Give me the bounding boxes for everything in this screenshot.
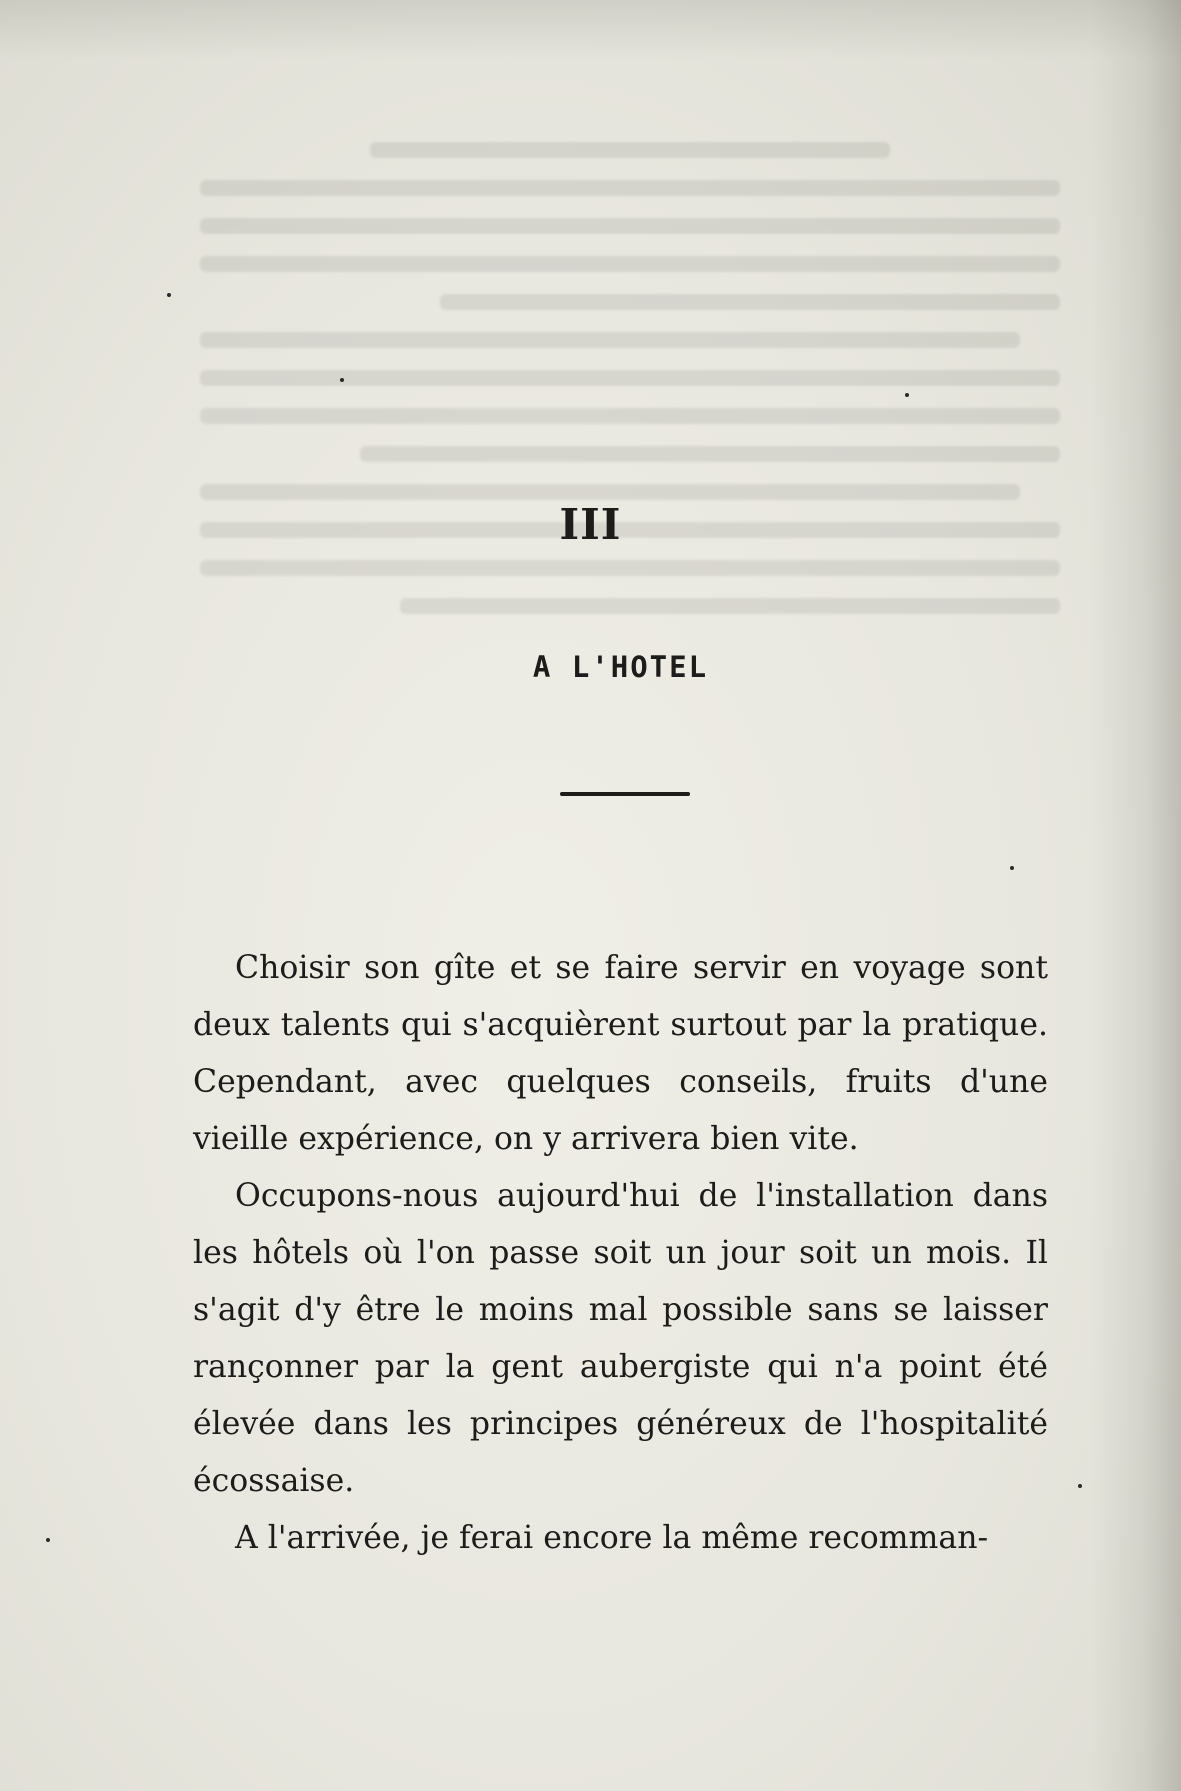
paper-speck [340, 378, 344, 382]
paragraph-2: Occupons-nous aujourd'hui de l'installation dans les hôtels où l'on passe soit un jour soit un mois. Il s'agit d'y être le moins mal possible sans se laisser rançonner par la gent aubergiste qui n'a point été élevée dans les principes généreux de l'hospitalité écossaise. [193, 1178, 1048, 1499]
paragraph-1: Choisir son gîte et se faire servir en voyage sont deux talents qui s'acquièrent surtout par la pratique. Cependant, avec quelques conseils, fruits d'une vieille expérience, on y arrivera bien vite. [193, 950, 1048, 1157]
paper-speck [167, 293, 171, 297]
chapter-body [193, 940, 1048, 1567]
paper-speck [1078, 1484, 1082, 1488]
paper-speck [1010, 866, 1014, 870]
chapter-number: III [559, 500, 622, 549]
paper-speck [905, 393, 909, 397]
chapter-title: A L'HOTEL [532, 650, 709, 684]
title-divider-rule [560, 792, 690, 796]
paragraph-3: A l'arrivée, je ferai encore la même recomman- [235, 1520, 989, 1556]
page-gutter-shadow [1091, 0, 1181, 1791]
paper-speck [46, 1538, 50, 1542]
page-top-shadow [0, 0, 1181, 60]
